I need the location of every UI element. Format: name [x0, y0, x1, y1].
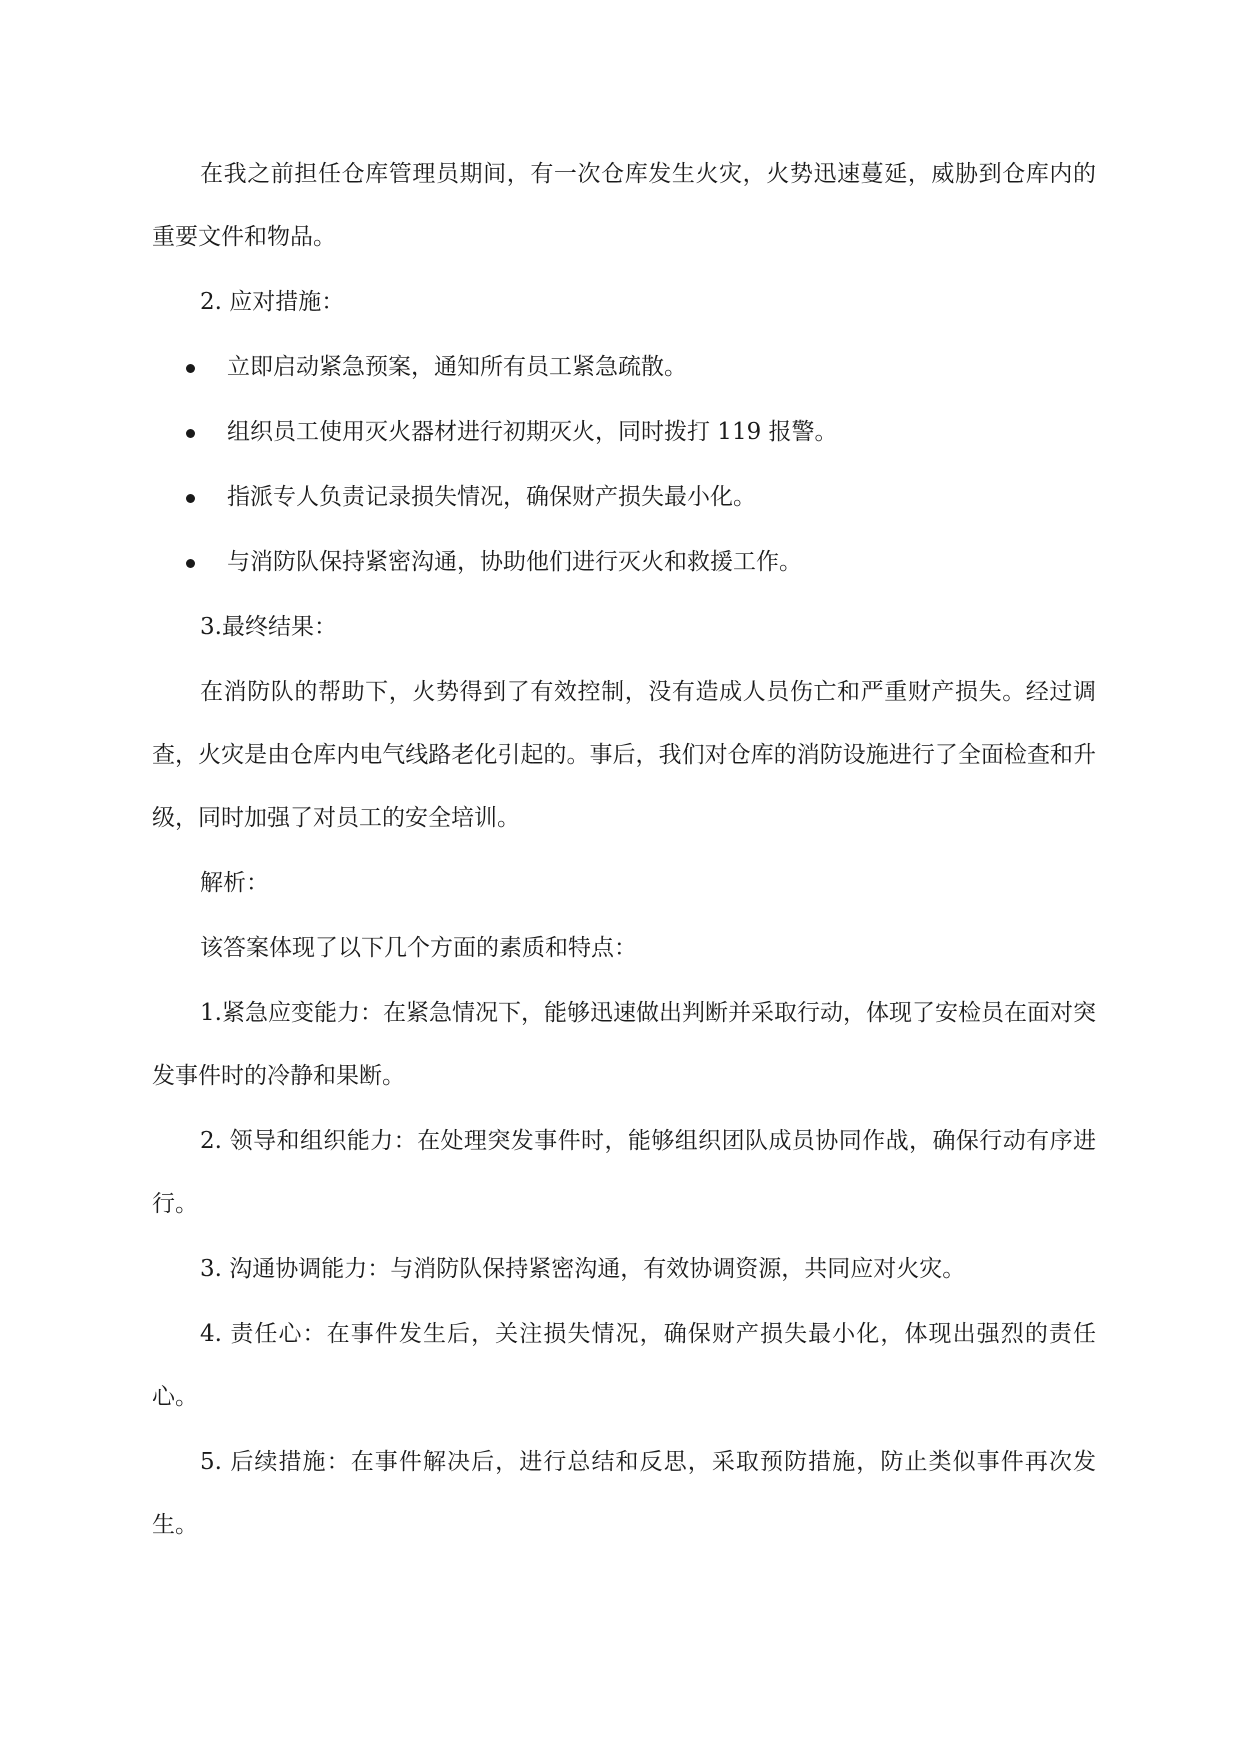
list-item [152, 401, 1096, 464]
list-item [152, 466, 1096, 529]
intro-paragraph: 在我之前担任仓库管理员期间，有一次仓库发生火灾，火势迅速蔓延，威胁到仓库内的重要文件和物品。 [152, 161, 1096, 250]
analysis-point: 4. 责任心：在事件发生后，关注损失情况，确保财产损失最小化，体现出强烈的责任心。 [152, 1321, 1096, 1410]
bullet-icon [186, 559, 195, 568]
list-item [152, 531, 1096, 594]
list-item-text: 立即启动紧急预案，通知所有员工紧急疏散。 [227, 354, 687, 380]
bullet-icon [186, 364, 195, 373]
measures-list [152, 336, 1096, 594]
list-item-text: 指派专人负责记录损失情况，确保财产损失最小化。 [227, 484, 756, 510]
measures-heading: 2. 应对措施： [200, 289, 345, 315]
list-item-text: 与消防队保持紧密沟通，协助他们进行灭火和救援工作。 [227, 549, 802, 575]
analysis-point: 3. 沟通协调能力：与消防队保持紧密沟通，有效协调资源，共同应对火灾。 [200, 1256, 966, 1282]
list-item [152, 336, 1096, 399]
list-item-text: 组织员工使用灭火器材进行初期灭火，同时拨打 119 报警。 [227, 419, 838, 445]
result-paragraph: 在消防队的帮助下，火势得到了有效控制，没有造成人员伤亡和严重财产损失。经过调查，火灾是由仓库内电气线路老化引起的。事后，我们对仓库的消防设施进行了全面检查和升级，同时加强了对员工的安全培训。 [152, 679, 1096, 831]
analysis-heading: 解析： [200, 870, 269, 896]
analysis-point: 5. 后续措施：在事件解决后，进行总结和反思，采取预防措施，防止类似事件再次发生。 [152, 1449, 1096, 1538]
result-heading: 3.最终结果： [200, 614, 337, 640]
analysis-point: 1.紧急应变能力：在紧急情况下，能够迅速做出判断并采取行动，体现了安检员在面对突发事件时的冷静和果断。 [152, 1000, 1096, 1089]
bullet-icon [186, 429, 195, 438]
bullet-icon [186, 494, 195, 503]
analysis-intro: 该答案体现了以下几个方面的素质和特点： [200, 935, 637, 961]
analysis-point: 2. 领导和组织能力：在处理突发事件时，能够组织团队成员协同作战，确保行动有序进行。 [152, 1128, 1096, 1217]
